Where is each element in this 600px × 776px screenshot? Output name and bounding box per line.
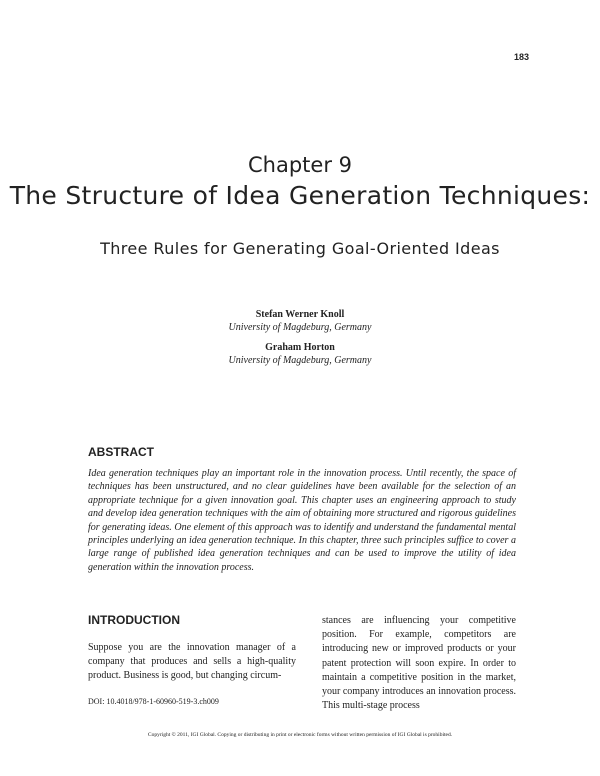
chapter-title: The Structure of Idea Generation Techniques: bbox=[9, 181, 591, 210]
chapter-label: Chapter 9 bbox=[248, 153, 352, 177]
author-name: Graham Horton bbox=[265, 342, 335, 353]
author-name: Stefan Werner Knoll bbox=[255, 309, 345, 320]
author-affiliation: University of Magdeburg, Germany bbox=[228, 322, 372, 333]
page-number: 183 bbox=[514, 52, 530, 62]
copyright-notice: Copyright © 2011, IGI Global. Copying or distributing in print or electronic forms without written permission of IGI Global is prohibited. bbox=[147, 732, 453, 738]
author-block bbox=[0, 308, 600, 334]
author-block bbox=[0, 341, 600, 367]
abstract-text: Idea generation techniques play an important role in the innovation process. Until recently, the space of techniques has been unstructured, and no clear guidelines have been available for the selection of an appropriate technique for a given innovation goal. This chapter uses an engineering approach to study and develop idea generation techniques with the aim of obtaining more structured and rigorous guidelines for generating ideas. One element of this approach was to identify and understand the fundamental mental principles underlying an idea generation technique. In this chapter, three such principles suffice to cover a large range of published idea generation techniques and can be used to improve the utility of idea generation within the innovation process. bbox=[88, 468, 516, 573]
doi: DOI: 10.4018/978-1-60960-519-3.ch009 bbox=[88, 697, 219, 706]
chapter-subtitle: Three Rules for Generating Goal-Oriented Ideas bbox=[100, 239, 500, 258]
author-affiliation: University of Magdeburg, Germany bbox=[228, 355, 372, 366]
introduction-heading: INTRODUCTION bbox=[88, 613, 180, 627]
introduction-text-left: Suppose you are the innovation manager of a company that produces and sells a high-quality product. Business is good, but changing circum- bbox=[88, 642, 296, 682]
introduction-text-right: stances are influencing your competitive position. For example, competitors are introducing new or improved products or your patent protection will soon expire. In order to maintain a competitive position in the market, your company introduces an innovation process. This multi-stage process bbox=[322, 615, 516, 712]
abstract-heading: ABSTRACT bbox=[88, 445, 154, 459]
